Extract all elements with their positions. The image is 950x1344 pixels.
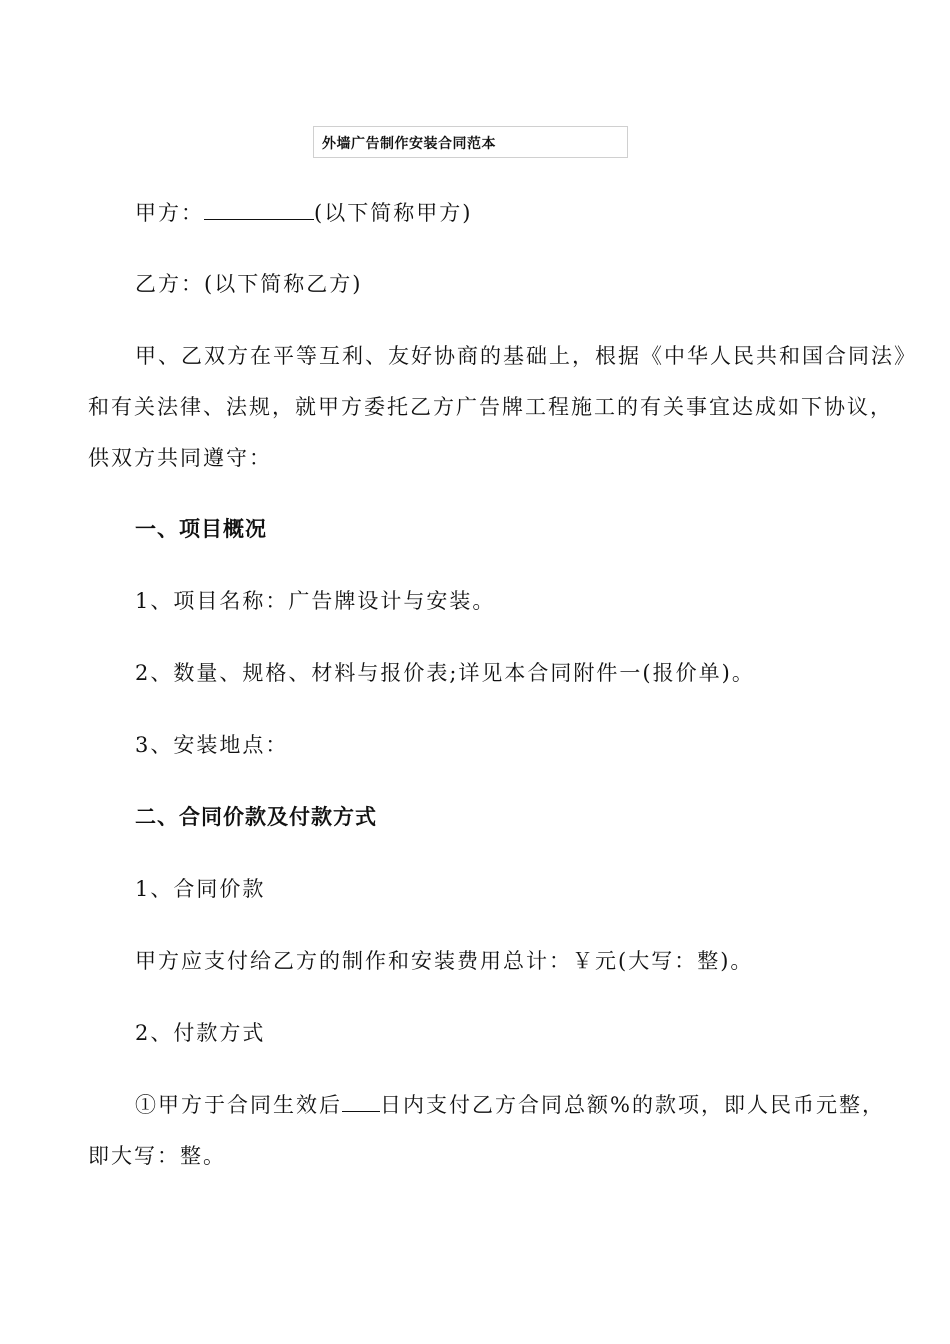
- party-a-suffix: (以下简称甲方): [314, 201, 473, 225]
- payment-part-1: ①甲方于合同生效后: [135, 1093, 342, 1117]
- payment-days-blank: [342, 1093, 380, 1112]
- party-a-label: 甲方：: [135, 201, 204, 225]
- intro-line-1: 甲、乙双方在平等互利、友好协商的基础上，根据《中华人民共和国合同法》: [135, 344, 917, 368]
- party-b-line: 乙方：(以下简称乙方): [135, 272, 363, 296]
- section-2-item-1: 1、合同价款: [135, 877, 266, 901]
- section-1-item-3: 3、安装地点：: [135, 733, 289, 757]
- section-1-heading: 一、项目概况: [135, 517, 267, 541]
- section-1-item-1: 1、项目名称：广告牌设计与安装。: [135, 589, 496, 613]
- party-a-line: [135, 199, 472, 227]
- payment-line-1: [135, 1091, 885, 1119]
- payment-part-2: 日内支付乙方合同总额%的款项，即人民币元整，: [380, 1093, 885, 1117]
- intro-line-2: 和有关法律、法规，就甲方委托乙方广告牌工程施工的有关事宜达成如下协议，: [88, 395, 893, 419]
- section-1-item-2: 2、数量、规格、材料与报价表;详见本合同附件一(报价单)。: [135, 661, 755, 685]
- price-text: 甲方应支付给乙方的制作和安装费用总计：￥元(大写：整)。: [135, 949, 754, 973]
- intro-line-3: 供双方共同遵守：: [88, 446, 272, 470]
- document-title: 外墙广告制作安装合同范本: [322, 136, 496, 152]
- payment-line-2: 即大写：整。: [88, 1144, 226, 1168]
- party-a-blank: [204, 201, 314, 220]
- title-box: [313, 126, 628, 158]
- section-2-heading: 二、合同价款及付款方式: [135, 805, 377, 829]
- section-2-item-2: 2、付款方式: [135, 1021, 266, 1045]
